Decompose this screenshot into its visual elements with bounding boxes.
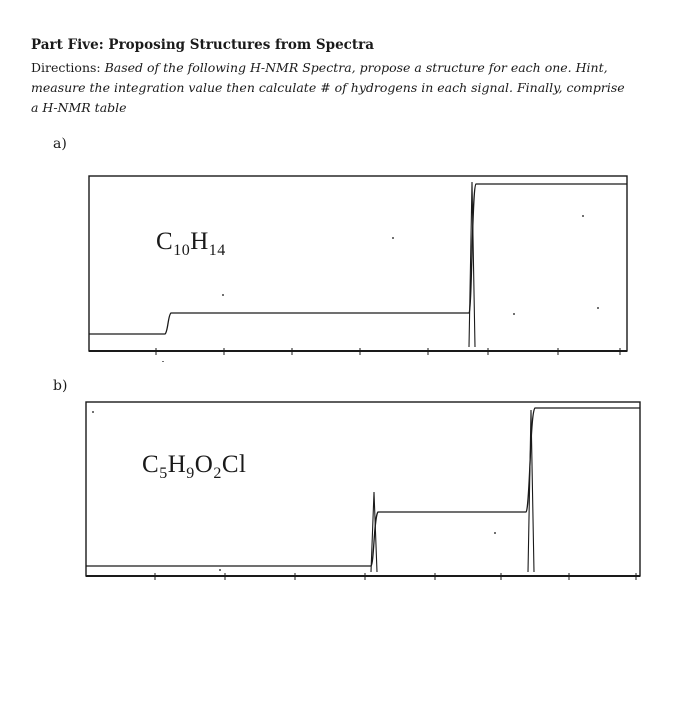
- noise-dots: [162, 215, 599, 362]
- integration-curve: [86, 408, 640, 566]
- nmr-spectrum-b: [85, 398, 645, 593]
- nmr-spectrum-a: [88, 172, 633, 362]
- directions-body: Based of the following H-NMR Spectra, propose a structure for each one. Hint, measure the integration value then calculate # of hydrogens in each signal. Finally, comprise a H-NMR table: [31, 60, 625, 115]
- part-b-label: b): [53, 378, 68, 394]
- nmr-peak: [371, 492, 377, 572]
- section-heading: Part Five: Proposing Structures from Spectra: [31, 37, 374, 53]
- part-a-label: a): [53, 136, 67, 152]
- spectrum-frame: [86, 402, 640, 576]
- spectrum-frame: [89, 176, 627, 351]
- directions-text: [31, 58, 631, 118]
- formula-a: $C_{10}H_{14}$: [156, 228, 226, 259]
- directions-lead: Directions:: [31, 60, 105, 75]
- formula-b: $C_5H_9O_2Cl$: [142, 451, 247, 482]
- noise-dots: [92, 411, 496, 571]
